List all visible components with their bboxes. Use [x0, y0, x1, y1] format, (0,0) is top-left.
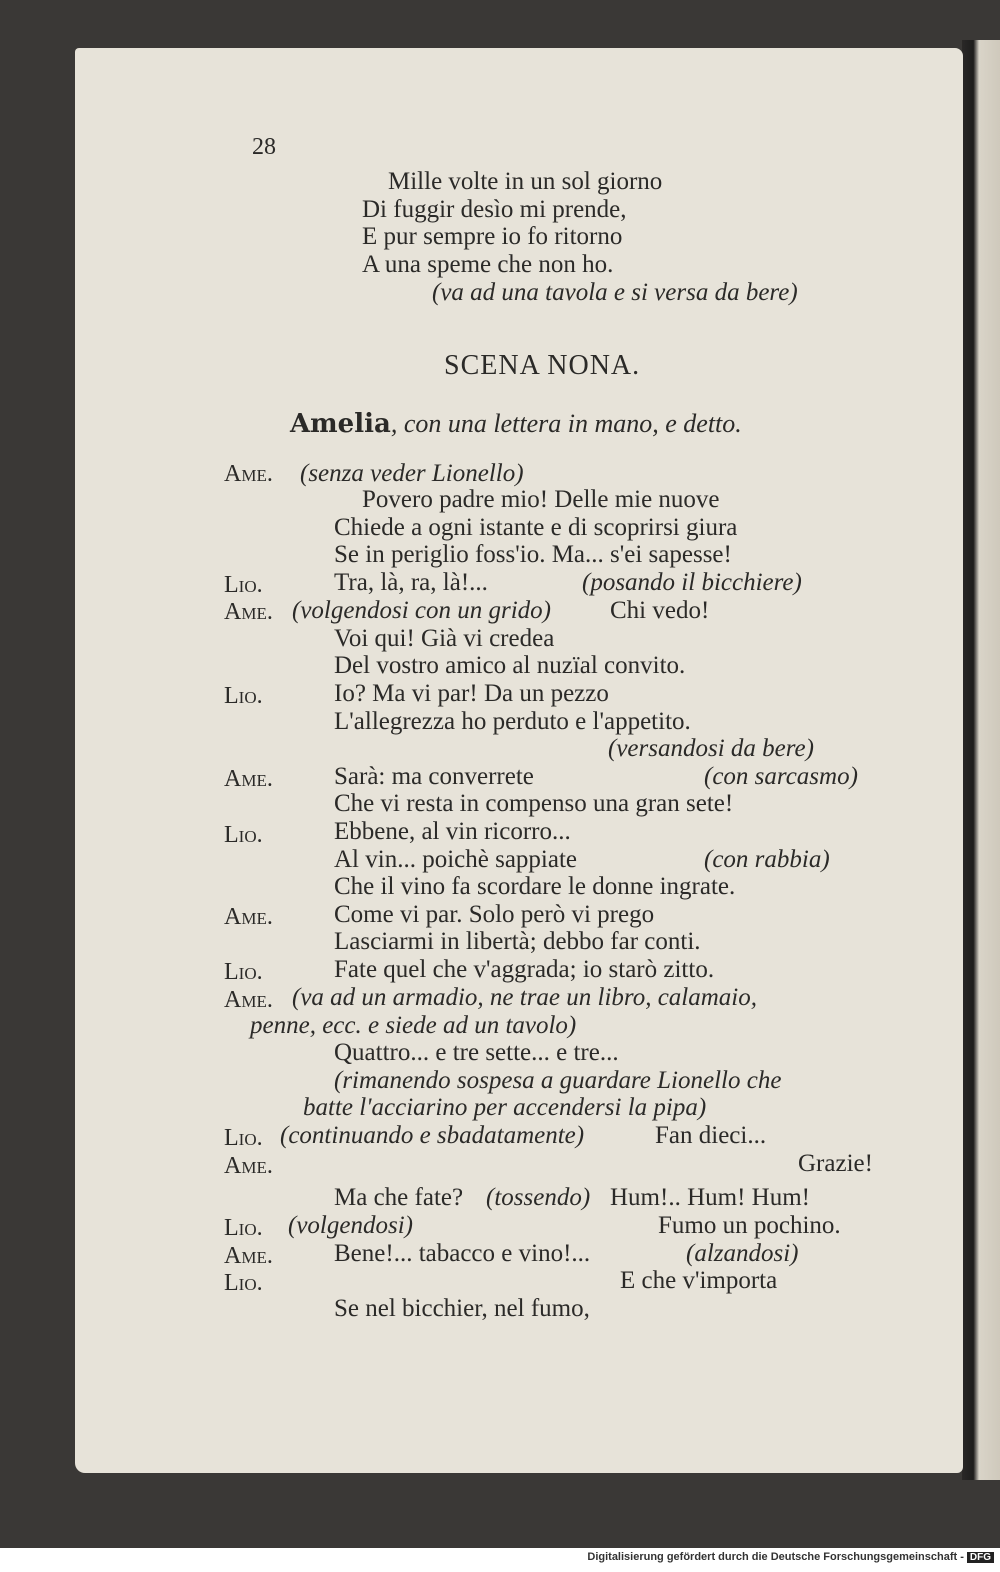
stage-direction: (posando il bicchiere) — [582, 569, 802, 596]
dialogue-line: Del vostro amico al nuzïal convito. — [334, 652, 686, 679]
speaker-lio: Lio. — [224, 1125, 263, 1151]
stage-direction: (volgendosi) — [288, 1212, 413, 1239]
speaker-lio: Lio. — [224, 959, 263, 985]
dialogue-line: L'allegrezza ho perduto e l'appetito. — [334, 708, 691, 735]
dialogue-line: Che vi resta in compenso una gran sete! — [334, 790, 734, 817]
dfg-logo: DFG — [967, 1552, 994, 1563]
dialogue-line: E che v'importa — [620, 1267, 778, 1294]
stage-direction: (senza veder Lionello) — [300, 460, 524, 487]
speaker-lio: Lio. — [224, 822, 263, 848]
dialogue-line: Sarà: ma converrete — [334, 763, 534, 790]
stage-direction: (versandosi da bere) — [608, 735, 814, 762]
dialogue-line: Ebbene, al vin ricorro... — [334, 818, 571, 845]
cast-description: , con una lettera in mano, e detto. — [390, 409, 742, 438]
speaker-ame: Ame. — [224, 1153, 273, 1179]
dialogue-line: Quattro... e tre sette... e tre... — [334, 1039, 619, 1066]
dialogue-line: Fan dieci... — [655, 1122, 767, 1149]
speaker-lio: Lio. — [224, 1270, 263, 1296]
dialogue-line: Grazie! — [798, 1150, 873, 1177]
verse-line: Mille volte in un sol giorno — [388, 168, 663, 195]
speaker-ame: Ame. — [224, 766, 273, 792]
dialogue-line: Voi qui! Già vi credea — [334, 625, 555, 652]
credit-text: Digitalisierung gefördert durch die Deutsche Forschungsgemeinschaft - — [587, 1551, 964, 1563]
stage-direction: (tossendo) — [486, 1184, 591, 1211]
dialogue-line: Fumo un pochino. — [658, 1212, 841, 1239]
stage-direction: (va ad un armadio, ne trae un libro, calamaio, — [292, 984, 758, 1011]
verse-line: E pur sempre io fo ritorno — [362, 223, 623, 250]
speaker-lio: Lio. — [224, 572, 263, 598]
dialogue-line: Come vi par. Solo però vi prego — [334, 901, 655, 928]
dialogue-line: Io? Ma vi par! Da un pezzo — [334, 680, 609, 707]
dialogue-line: Se in periglio foss'io. Ma... s'ei sapesse! — [334, 541, 732, 568]
dialogue-line: Che il vino fa scordare le donne ingrate. — [334, 873, 736, 900]
dialogue-line: Chi vedo! — [610, 597, 710, 624]
stage-direction: (continuando e sbadatamente) — [280, 1122, 585, 1149]
dialogue-line: Povero padre mio! Delle mie nuove — [362, 486, 720, 513]
speaker-ame: Ame. — [224, 1243, 273, 1269]
cast-name: Amelia — [290, 409, 391, 439]
stage-direction: penne, ecc. e siede ad un tavolo) — [250, 1012, 577, 1039]
stage-direction: batte l'acciarino per accendersi la pipa) — [303, 1094, 707, 1121]
dialogue-line: Bene!... tabacco e vino!... — [334, 1240, 591, 1267]
dialogue-line: Chiede a ogni istante e di scoprirsi giura — [334, 514, 738, 541]
scene-heading: SCENA NONA. — [444, 350, 641, 381]
stage-direction: (alzandosi) — [686, 1240, 799, 1267]
speaker-lio: Lio. — [224, 1215, 263, 1241]
verse-line: A una speme che non ho. — [362, 251, 614, 278]
dialogue-line: Fate quel che v'aggrada; io starò zitto. — [334, 956, 715, 983]
dialogue-line: Ma che fate? — [334, 1184, 464, 1211]
stage-direction: (rimanendo sospesa a guardare Lionello che — [334, 1067, 782, 1094]
speaker-ame: Ame. — [224, 904, 273, 930]
stage-direction: (va ad una tavola e si versa da bere) — [432, 279, 798, 306]
digitization-credit — [587, 1551, 994, 1563]
speaker-ame: Ame. — [224, 987, 273, 1013]
book-spine — [962, 40, 1000, 1480]
page-number: 28 — [252, 134, 276, 160]
dialogue-line: Lasciarmi in libertà; debbo far conti. — [334, 928, 701, 955]
dialogue-line: Tra, là, ra, là!... — [334, 569, 488, 596]
cast-line — [290, 410, 742, 438]
verse-line: Di fuggir desìo mi prende, — [362, 196, 627, 223]
speaker-ame: Ame. — [224, 461, 273, 487]
stage-direction: (volgendosi con un grido) — [292, 597, 551, 624]
dialogue-line: Hum!.. Hum! Hum! — [610, 1184, 810, 1211]
dialogue-line: Se nel bicchier, nel fumo, — [334, 1295, 590, 1322]
stage-direction: (con rabbia) — [704, 846, 830, 873]
dialogue-line: Al vin... poichè sappiate — [334, 846, 577, 873]
stage-direction: (con sarcasmo) — [704, 763, 858, 790]
speaker-ame: Ame. — [224, 599, 273, 625]
speaker-lio: Lio. — [224, 683, 263, 709]
